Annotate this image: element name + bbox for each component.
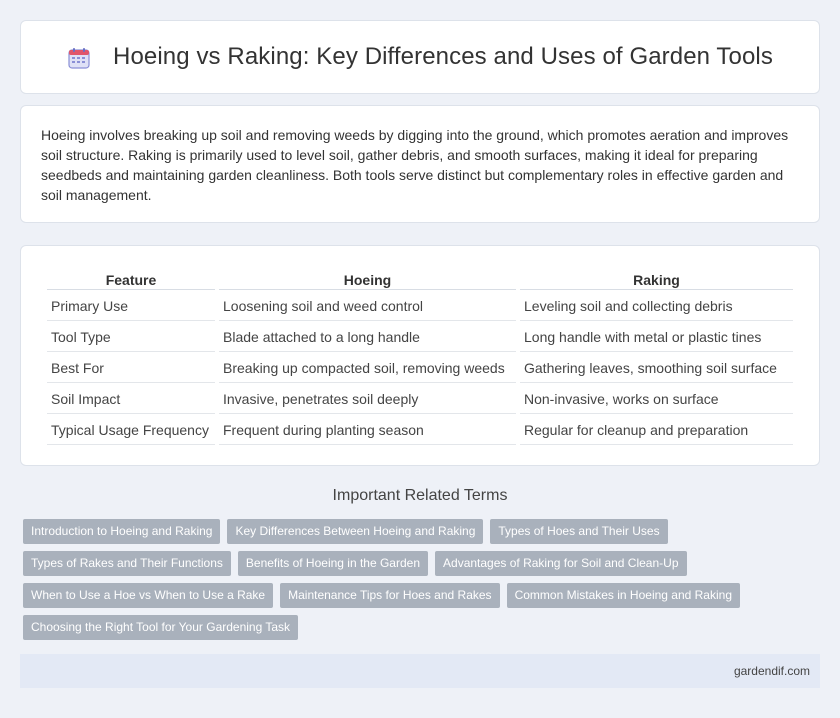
table-row xyxy=(47,385,793,414)
footer xyxy=(20,654,820,688)
header-feature: Feature xyxy=(47,268,215,290)
page-title: Hoeing vs Raking: Key Differences and Uses of Garden Tools xyxy=(113,43,773,70)
table-cell: Long handle with metal or plastic tines xyxy=(520,323,793,352)
table-cell: Best For xyxy=(47,354,215,383)
table-cell: Primary Use xyxy=(47,292,215,321)
table-cell: Typical Usage Frequency xyxy=(47,416,215,445)
table-cell: Frequent during planting season xyxy=(219,416,516,445)
related-term-link[interactable]: Common Mistakes in Hoeing and Raking xyxy=(507,583,740,608)
comparison-table xyxy=(43,266,797,447)
intro-text: Hoeing involves breaking up soil and removing weeds by digging into the ground, which promotes aeration and improves soil structure. Raking is primarily used to level soil, gather debris, and smooth surfaces, making it ideal for preparing seedbeds and maintaining garden cleanliness. Both tools serve distinct but complementary roles in effective garden and soil management. xyxy=(41,127,789,203)
related-terms-title: Important Related Terms xyxy=(332,487,508,504)
header-card xyxy=(20,20,820,94)
related-term-link[interactable]: Key Differences Between Hoeing and Raking xyxy=(227,519,483,544)
table-row xyxy=(47,416,793,445)
table-cell: Invasive, penetrates soil deeply xyxy=(219,385,516,414)
related-term-link[interactable]: When to Use a Hoe vs When to Use a Rake xyxy=(23,583,273,608)
related-term-link[interactable]: Introduction to Hoeing and Raking xyxy=(23,519,220,544)
table-cell: Tool Type xyxy=(47,323,215,352)
related-term-link[interactable]: Types of Rakes and Their Functions xyxy=(23,551,231,576)
table-row xyxy=(47,292,793,321)
comparison-table-card xyxy=(20,245,820,466)
related-term-link[interactable]: Choosing the Right Tool for Your Gardening Task xyxy=(23,615,298,640)
related-term-link[interactable]: Types of Hoes and Their Uses xyxy=(490,519,667,544)
header-hoeing: Hoeing xyxy=(219,268,516,290)
intro-card xyxy=(20,105,820,223)
table-row xyxy=(47,354,793,383)
table-cell: Loosening soil and weed control xyxy=(219,292,516,321)
header-raking: Raking xyxy=(520,268,793,290)
footer-site-link[interactable]: gardendif.com xyxy=(733,664,810,678)
related-terms-list xyxy=(23,519,823,647)
table-cell: Breaking up compacted soil, removing weeds xyxy=(219,354,516,383)
table-header-row xyxy=(47,268,793,290)
table-row xyxy=(47,323,793,352)
table-cell: Regular for cleanup and preparation xyxy=(520,416,793,445)
table-cell: Leveling soil and collecting debris xyxy=(520,292,793,321)
related-term-link[interactable]: Maintenance Tips for Hoes and Rakes xyxy=(280,583,499,608)
related-term-link[interactable]: Advantages of Raking for Soil and Clean-Up xyxy=(435,551,686,576)
calendar-icon xyxy=(67,46,91,70)
table-cell: Soil Impact xyxy=(47,385,215,414)
table-cell: Gathering leaves, smoothing soil surface xyxy=(520,354,793,383)
table-cell: Non-invasive, works on surface xyxy=(520,385,793,414)
table-cell: Blade attached to a long handle xyxy=(219,323,516,352)
related-term-link[interactable]: Benefits of Hoeing in the Garden xyxy=(238,551,428,576)
